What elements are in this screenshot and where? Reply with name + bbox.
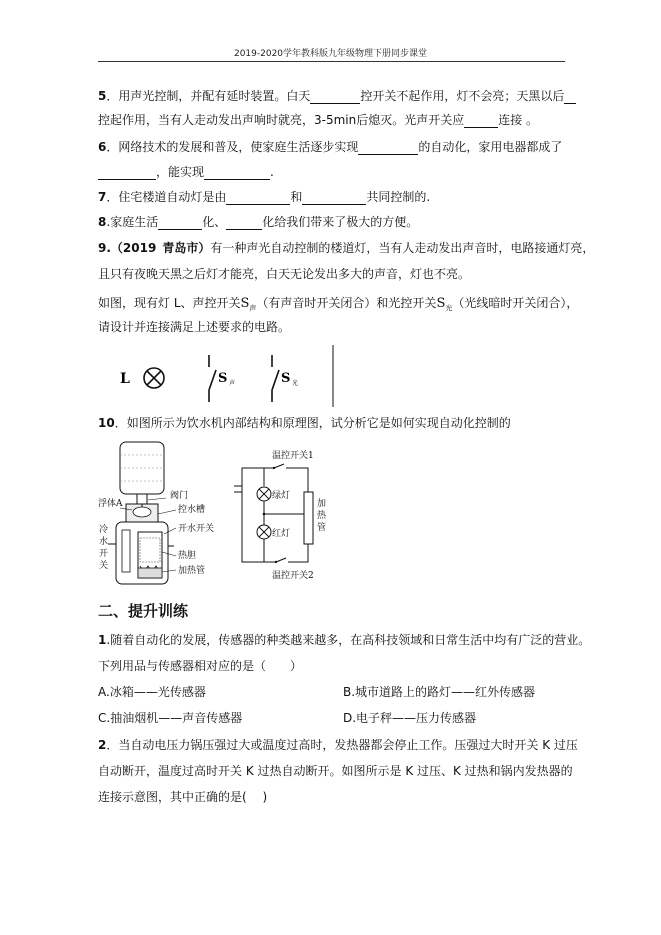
text: （有声音时开关闭合）和光控开关: [256, 296, 437, 310]
float-label: 浮体A: [98, 499, 123, 509]
answer-blank[interactable]: [226, 216, 262, 230]
switch-symbol: $S_光$: [436, 296, 453, 313]
answer-blank[interactable]: [158, 216, 202, 230]
answer-blank[interactable]: [464, 114, 498, 128]
text: 住宅楼道自动灯是由: [118, 190, 227, 204]
temp-switch-1-label: 温控开关1: [272, 451, 314, 461]
water-dispenser-circuit-figure: [230, 446, 330, 582]
text: 控开关不起作用，灯不会亮；天黑以后: [360, 89, 565, 103]
practice-1-line-1: 1.随着自动化的发展，传感器的种类越来越多，在高科技领域和日常生活中均有广泛的营业。: [98, 633, 591, 647]
question-number: 5: [98, 89, 107, 103]
source-year: （2019: [110, 241, 157, 255]
text: 家庭生活: [110, 215, 159, 229]
question-10: 10．如图所示为饮水机内部结构和原理图，试分析它是如何实现自动化控制的: [98, 416, 511, 430]
sound-switch-sub: 声: [229, 380, 236, 387]
text: 随着自动化的发展，传感器的种类越来越多，在高科技领域和日常生活中均有广泛的营业。: [110, 633, 591, 647]
hot-switch-label: 开水开关: [178, 524, 215, 534]
practice-1-line-2: 下列用品与传感器相对应的是（ ）: [98, 659, 303, 673]
sound-switch-icon: [209, 355, 216, 402]
question-7: 7．住宅楼道自动灯是由 和 共同控制的.: [98, 190, 431, 204]
light-switch-label: S: [281, 371, 291, 386]
red-lamp-icon: [257, 525, 271, 539]
text: ，能实现: [156, 165, 205, 179]
question-number: 7: [98, 190, 107, 204]
valve-label: 阀门: [170, 491, 189, 501]
switch-symbol: $S_声$: [240, 296, 257, 313]
heater-resistor: [304, 492, 313, 544]
circuit-components-figure: [112, 343, 342, 411]
cold-switch-label-4: 关: [99, 561, 109, 571]
heater-label: 加热管: [178, 566, 206, 576]
question-number: 1: [98, 633, 107, 647]
question-6-line-2: [98, 164, 274, 180]
answer-blank[interactable]: [204, 166, 270, 180]
text: 共同控制的.: [366, 190, 431, 204]
text: .: [270, 165, 274, 179]
sound-switch-label: S: [218, 371, 228, 386]
text: 如图所示为饮水机内部结构和原理图，试分析它是如何实现自动化控制的: [126, 416, 511, 430]
text: 如图，现有灯 L、声控开关: [98, 296, 241, 310]
lamp-icon: [144, 368, 164, 388]
question-8: 8.家庭生活 化、 化给我们带来了极大的方便。: [98, 215, 419, 229]
answer-blank[interactable]: [310, 90, 360, 104]
question-6-line-1: 6．网络技术的发展和普及，使家庭生活逐步实现 的自动化，家用电器都成了: [98, 140, 563, 154]
question-9-line-4: 请设计并连接满足上述要求的电路。: [98, 320, 291, 334]
practice-2-line-1: 2．当自动电压力锅压强过大或温度过高时，发热器都会停止工作。压强过大时开关 K 过压: [98, 738, 578, 752]
option-d[interactable]: D.电子秤——压力传感器: [343, 711, 477, 725]
source-city: 青岛市）: [162, 241, 211, 255]
lamp-label: L: [120, 371, 130, 387]
light-switch-icon: [272, 355, 279, 402]
option-a[interactable]: A.冰箱——光传感器: [98, 685, 206, 699]
answer-blank[interactable]: [226, 191, 290, 205]
cold-switch-label-2: 水: [99, 537, 109, 547]
practice-2-line-2: 自动断开，温度过高时开关 K 过热自动断开。如图所示是 K 过压、K 过热和锅内发热器的: [98, 764, 573, 778]
red-lamp-label: 红灯: [272, 529, 291, 539]
text: 连接 。: [498, 113, 539, 127]
answer-blank[interactable]: [302, 191, 366, 205]
text: 和: [290, 190, 303, 204]
text: 当自动电压力锅压强过大或温度过高时，发热器都会停止工作。压强过大时开关 K 过压: [118, 738, 578, 752]
water-dispenser-structure-figure: [98, 438, 228, 590]
text: 控起作用，当有人走动发出声响时就亮，3-5min后熄灭。光声开关应: [98, 113, 465, 127]
option-c[interactable]: C.抽油烟机——声音传感器: [98, 711, 243, 725]
question-5-line-1: 5．用声光控制，并配有延时装置。白天 控开关不起作用，灯不会亮；天黑以后: [98, 88, 576, 104]
question-number: 8: [98, 215, 107, 229]
bladder-label: 热胆: [178, 551, 197, 561]
heater-label-3: 管: [317, 523, 327, 533]
text: 化、: [202, 215, 227, 229]
heater-label-2: 热: [317, 511, 327, 521]
question-number: 6: [98, 140, 107, 154]
cold-switch-label-3: 开: [99, 549, 109, 559]
heater-label-1: 加: [317, 499, 327, 509]
text: （光线暗时开关闭合），: [452, 296, 579, 310]
cold-switch-label-1: 冷: [99, 525, 109, 535]
question-9-line-2: 且只有夜晚天黑之后灯才能亮，白天无论发出多大的声音，灯也不亮。: [98, 267, 471, 281]
text: 化给我们带来了极大的方便。: [262, 215, 419, 229]
section-title: 二、提升训练: [98, 602, 189, 620]
answer-blank[interactable]: [358, 141, 418, 155]
question-number: 2: [98, 738, 107, 752]
text: 网络技术的发展和普及，使家庭生活逐步实现: [118, 140, 359, 154]
tank-label: 控水槽: [178, 505, 206, 515]
plug-icon: [234, 484, 242, 494]
answer-blank[interactable]: [98, 166, 156, 180]
question-9-line-1: [98, 240, 594, 256]
green-lamp-label: 绿灯: [272, 491, 291, 501]
text: 有一种声光自动控制的楼道灯，当有人走动发出声音时，电路接通灯亮，: [210, 241, 595, 255]
answer-blank[interactable]: [564, 90, 576, 104]
water-bottle-icon: [120, 442, 164, 504]
question-number: 9.: [98, 241, 111, 255]
question-9-line-3: [98, 295, 578, 317]
header-rule: [98, 61, 565, 62]
text: 的自动化，家用电器都成了: [418, 140, 563, 154]
question-5-line-2: [98, 112, 538, 128]
text: 用声光控制，并配有延时装置。白天: [118, 89, 311, 103]
page-header: 2019-2020学年教科版九年级物理下册同步课堂: [233, 49, 428, 59]
green-lamp-icon: [257, 487, 271, 501]
light-switch-sub: 光: [292, 380, 299, 387]
option-b[interactable]: B.城市道路上的路灯——红外传感器: [343, 685, 536, 699]
question-number: 10: [98, 416, 115, 430]
practice-2-line-3: 连接示意图，其中正确的是( ): [98, 790, 268, 804]
temp-switch-2-label: 温控开关2: [272, 571, 314, 581]
